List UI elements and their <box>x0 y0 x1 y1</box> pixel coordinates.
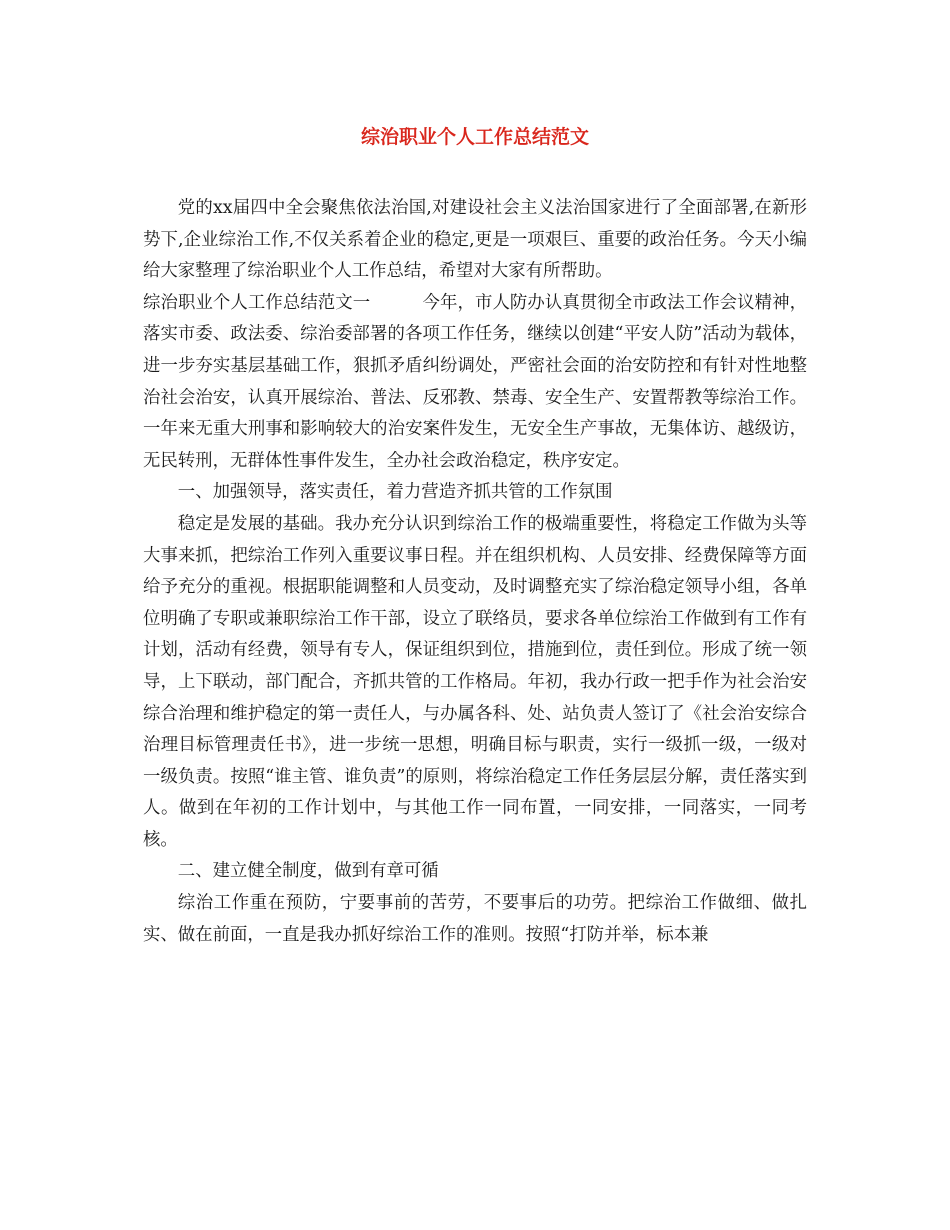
section-one-body: 今年，市人防办认真贯彻全市政法工作会议精神，落实市委、政法委、综治委部署的各项工作任务，继续以创建“平安人防”活动为载体，进一步夯实基层基础工作，狠抓矛盾纠纷调处，严密社会面的治安防控和有针对性地整治社会治安，认真开展综治、普法、反邪教、禁毒、安全生产、安置帮教等综治工作。一年来无重大刑事和影响较大的治安案件发生，无安全生产事故，无集体访、越级访，无民转刑，无群体性事件发生，全办社会政治稳定，秩序安定。 <box>143 292 807 471</box>
body-paragraph-2: 综治工作重在预防，宁要事前的苦劳，不要事后的功劳。把综治工作做细、做扎实、做在前面，一直是我办抓好综治工作的准则。按照“打防并举，标本兼 <box>143 893 807 945</box>
section-heading-2: 二、建立健全制度，做到有章可循 <box>177 861 439 882</box>
document-body <box>143 193 807 951</box>
section-one-paragraph <box>143 288 807 478</box>
intro-paragraph: 党的xx届四中全会聚焦依法治国,对建设社会主义法治国家进行了全面部署,在新形势下,企业综治工作,不仅关系着企业的稳定,更是一项艰巨、重要的政治任务。今天小编给大家整理了综治职业个人工作总结，希望对大家有所帮助。 <box>143 198 807 282</box>
section-one-label: 综治职业个人工作总结范文一 <box>143 292 371 313</box>
body-paragraph-1: 稳定是发展的基础。我办充分认识到综治工作的极端重要性，将稳定工作做为头等大事来抓，把综治工作列入重要议事日程。并在组织机构、人员安排、经费保障等方面给予充分的重视。根据职能调整和人员变动，及时调整充实了综治稳定领导小组，各单位明确了专职或兼职综治工作干部，设立了联络员，要求各单位综治工作做到有工作有计划，活动有经费，领导有专人，保证组织到位，措施到位，责任到位。形成了统一领导，上下联动，部门配合，齐抓共管的工作格局。年初，我办行政一把手作为社会治安综合治理和维护稳定的第一责任人，与办属各科、处、站负责人签订了《社会治安综合治理目标管理责任书》，进一步统一思想，明确目标与职责，实行一级抓一级，一级对一级负责。按照“谁主管、谁负责”的原则，将综治稳定工作任务层层分解，责任落实到人。做到在年初的工作计划中，与其他工作一同布置，一同安排，一同落实，一同考核。 <box>143 513 807 850</box>
document-title: 综治职业个人工作总结范文 <box>360 126 589 148</box>
section-heading-1: 一、加强领导，落实责任，着力营造齐抓共管的工作氛围 <box>177 482 613 503</box>
